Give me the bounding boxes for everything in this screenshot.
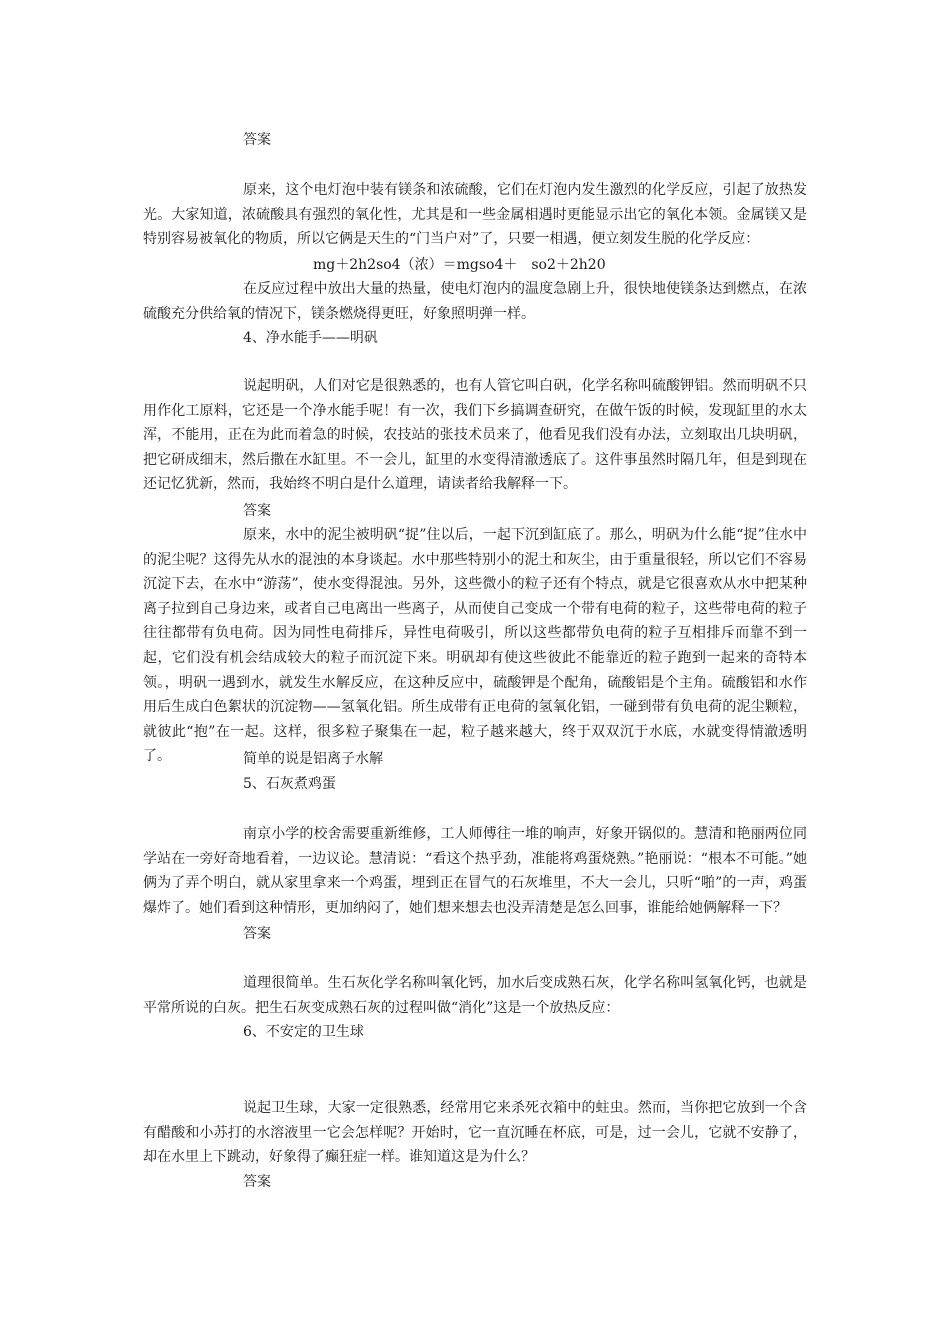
paragraph: 原来，这个电灯泡中装有镁条和浓硫酸，它们在灯泡内发生激烈的化学反应，引起了放热发光。大家知道，浓硫酸具有强烈的氧化性，尤其是和一些金属相遇时更能显示出它的氧化本领。金属镁又是特别容易被氧化的物质，所以它俩是天生的“门当户对”了，只要一相遇，便立刻发生脱的化学反应： [143,182,807,248]
paragraph: 原来，水中的泥尘被明矾“捉”住以后，一起下沉到缸底了。那么，明矾为什么能“捉”住水中的泥尘呢？这得先从水的混浊的本身谈起。水中那些特别小的泥土和灰尘，由于重量很轻，所以它们不容易沉淀下去，在水中“游荡”，使水变得混浊。另外，这些微小的粒子还有个特点，就是它很喜欢从水中把某种离子拉到自己身边来，或者自己电离出一些离子，从而使自己变成一个带有电荷的粒子，这些带电荷的粒子往往都带有负电荷。因为同性电荷排斥，异性电荷吸引，所以这些都带负电荷的粒子互相排斥而靠不到一起，它们没有机会结成较大的粒子而沉淀下来。明矾却有使这些彼此不能靠近的粒子跑到一起来的奇特本领。，明矾一遇到水，就发生水解反应，在这种反应中，硫酸钾是个配角，硫酸铝是个主角。硫酸铝和水作用后生成白色絮状的沉淀物——氢氧化铝。所生成带有正电荷的氢氧化铝，一碰到带有负电荷的泥尘颗粒，就彼此“抱”在一起。这样，很多粒子聚集在一起，粒子越来越大，终于双双沉于水底，水就变得情澈透明了。 [143,527,807,765]
paragraph: 南京小学的校舍需要重新维修，工人师傅往一堆的响声，好象开锅似的。慧清和艳丽两位同学站在一旁好奇地看着，一边议论。慧清说：“看这个热乎劲，准能将鸡蛋烧熟。”艳丽说：“根本不可能。”她俩为了弄个明白，就从家里拿来一个鸡蛋，埋到正在冒气的石灰堆里，不大一会儿，只听“啪”的一声，鸡蛋爆炸了。她们看到这种情形，更加纳闷了，她们想来想去也没弄清楚是怎么回事，谁能给她俩解释一下？ [143,826,807,916]
summary-line: 简单的说是铝离子水解 [243,751,383,767]
section-heading: 6、不安定的卫生球 [243,1024,364,1040]
answer-label: 答案 [243,132,271,148]
paragraph: 说起卫生球，大家一定很熟悉，经常用它来杀死衣箱中的蛀虫。然而，当你把它放到一个含有醋酸和小苏打的水溶液里一它会怎样呢？开始时，它一直沉睡在杯底，可是，过一会儿，它就不安静了，却在水里上下跳动，好象得了癫狂症一样。谁知道这是为什么？ [143,1100,807,1166]
paragraph: 道理很简单。生石灰化学名称叫氧化钙，加水后变成熟石灰，化学名称叫氢氧化钙，也就是平常所说的白灰。把生石灰变成熟石灰的过程叫做“消化”这是一个放热反应： [143,975,807,1016]
section-heading: 5、石灰煮鸡蛋 [243,776,336,792]
answer-label: 答案 [243,926,271,942]
paragraph: 说起明矾，人们对它是很熟悉的，也有人管它叫白矾，化学名称叫硫酸钾铝。然而明矾不只用作化工原料，它还是一个净水能手呢！有一次，我们下乡搞调查研究，在做午饭的时候，发现缸里的水太浑，不能用，正在为此而着急的时候，农技站的张技术员来了，他看见我们没有办法，立刻取出几块明矾，把它研成细末，然后撒在水缸里。不一会儿，缸里的水变得清澈透底了。这件事虽然时隔几年，但是到现在还记忆犹新，然而，我始终不明白是什么道理，请读者给我解释一下。 [143,378,807,493]
answer-label: 答案 [243,1174,271,1190]
chemical-equation: mg＋2h2so4（浓）＝mgso4＋ so2＋2h20 [313,257,606,273]
paragraph: 在反应过程中放出大量的热量，使电灯泡内的温度急剧上升，很快地使镁条达到燃点，在浓硫酸充分供给氧的情况下，镁条燃烧得更旺，好象照明弹一样。 [143,281,807,322]
answer-label: 答案 [243,503,271,519]
section-heading: 4、净水能手——明矾 [243,330,378,346]
